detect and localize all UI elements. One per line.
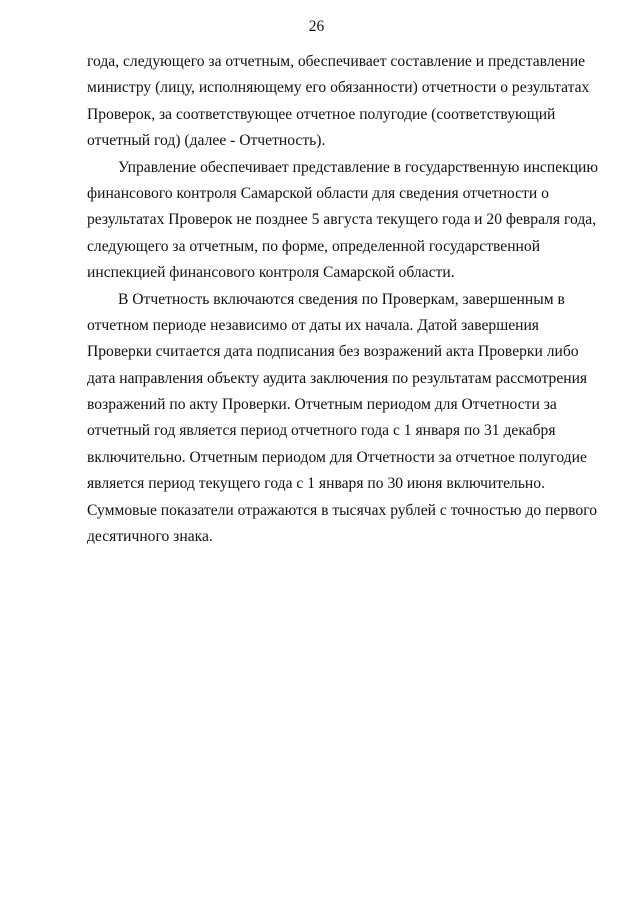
text-line: В Отчетность включаются сведения по Проверкам, завершенным в (118, 290, 565, 308)
text-line: инспекцией финансового контроля Самарской области. (87, 264, 455, 282)
page-number: 26 (308, 18, 325, 35)
text-line: дата направления объекту аудита заключения по результатам рассмотрения (87, 369, 588, 387)
text-line: результатах Проверок не позднее 5 августа текущего года и 20 февраля года, (87, 211, 597, 229)
text-line: Проверок, за соответствующее отчетное полугодие (соответствующий (87, 105, 556, 123)
text-line: Управление обеспечивает представление в государственную инспекцию (118, 158, 599, 176)
text-line: Суммовые показатели отражаются в тысячах рублей с точностью до первого (87, 501, 598, 519)
document-body (87, 49, 599, 550)
text-line: отчетном периоде независимо от даты их начала. Датой завершения (87, 316, 539, 334)
text-line: года, следующего за отчетным, обеспечивает составление и представление (87, 53, 586, 70)
text-line: отчетный год) (далее - Отчетность). (87, 132, 326, 150)
text-line: финансового контроля Самарской области для сведения отчетности о (87, 184, 549, 202)
text-line: является период текущего года с 1 января по 30 июня включительно. (87, 475, 545, 493)
text-line: Проверки считается дата подписания без возражений акта Проверки либо (87, 343, 579, 361)
text-line: включительно. Отчетным периодом для Отчетности за отчетное полугодие (87, 448, 587, 466)
text-line: десятичного знака. (87, 528, 213, 546)
paragraph-1 (87, 49, 590, 155)
text-line: министру (лицу, исполняющему его обязанности) отчетности о результатах (87, 79, 590, 97)
paragraph-3 (87, 287, 598, 551)
text-line: следующего за отчетным, по форме, определенной государственной (87, 237, 541, 255)
text-line: отчетный год является период отчетного года с 1 января по 31 декабря (87, 422, 556, 440)
paragraph-2 (87, 155, 599, 287)
text-line: возражений по акту Проверки. Отчетным периодом для Отчетности за (87, 396, 557, 414)
